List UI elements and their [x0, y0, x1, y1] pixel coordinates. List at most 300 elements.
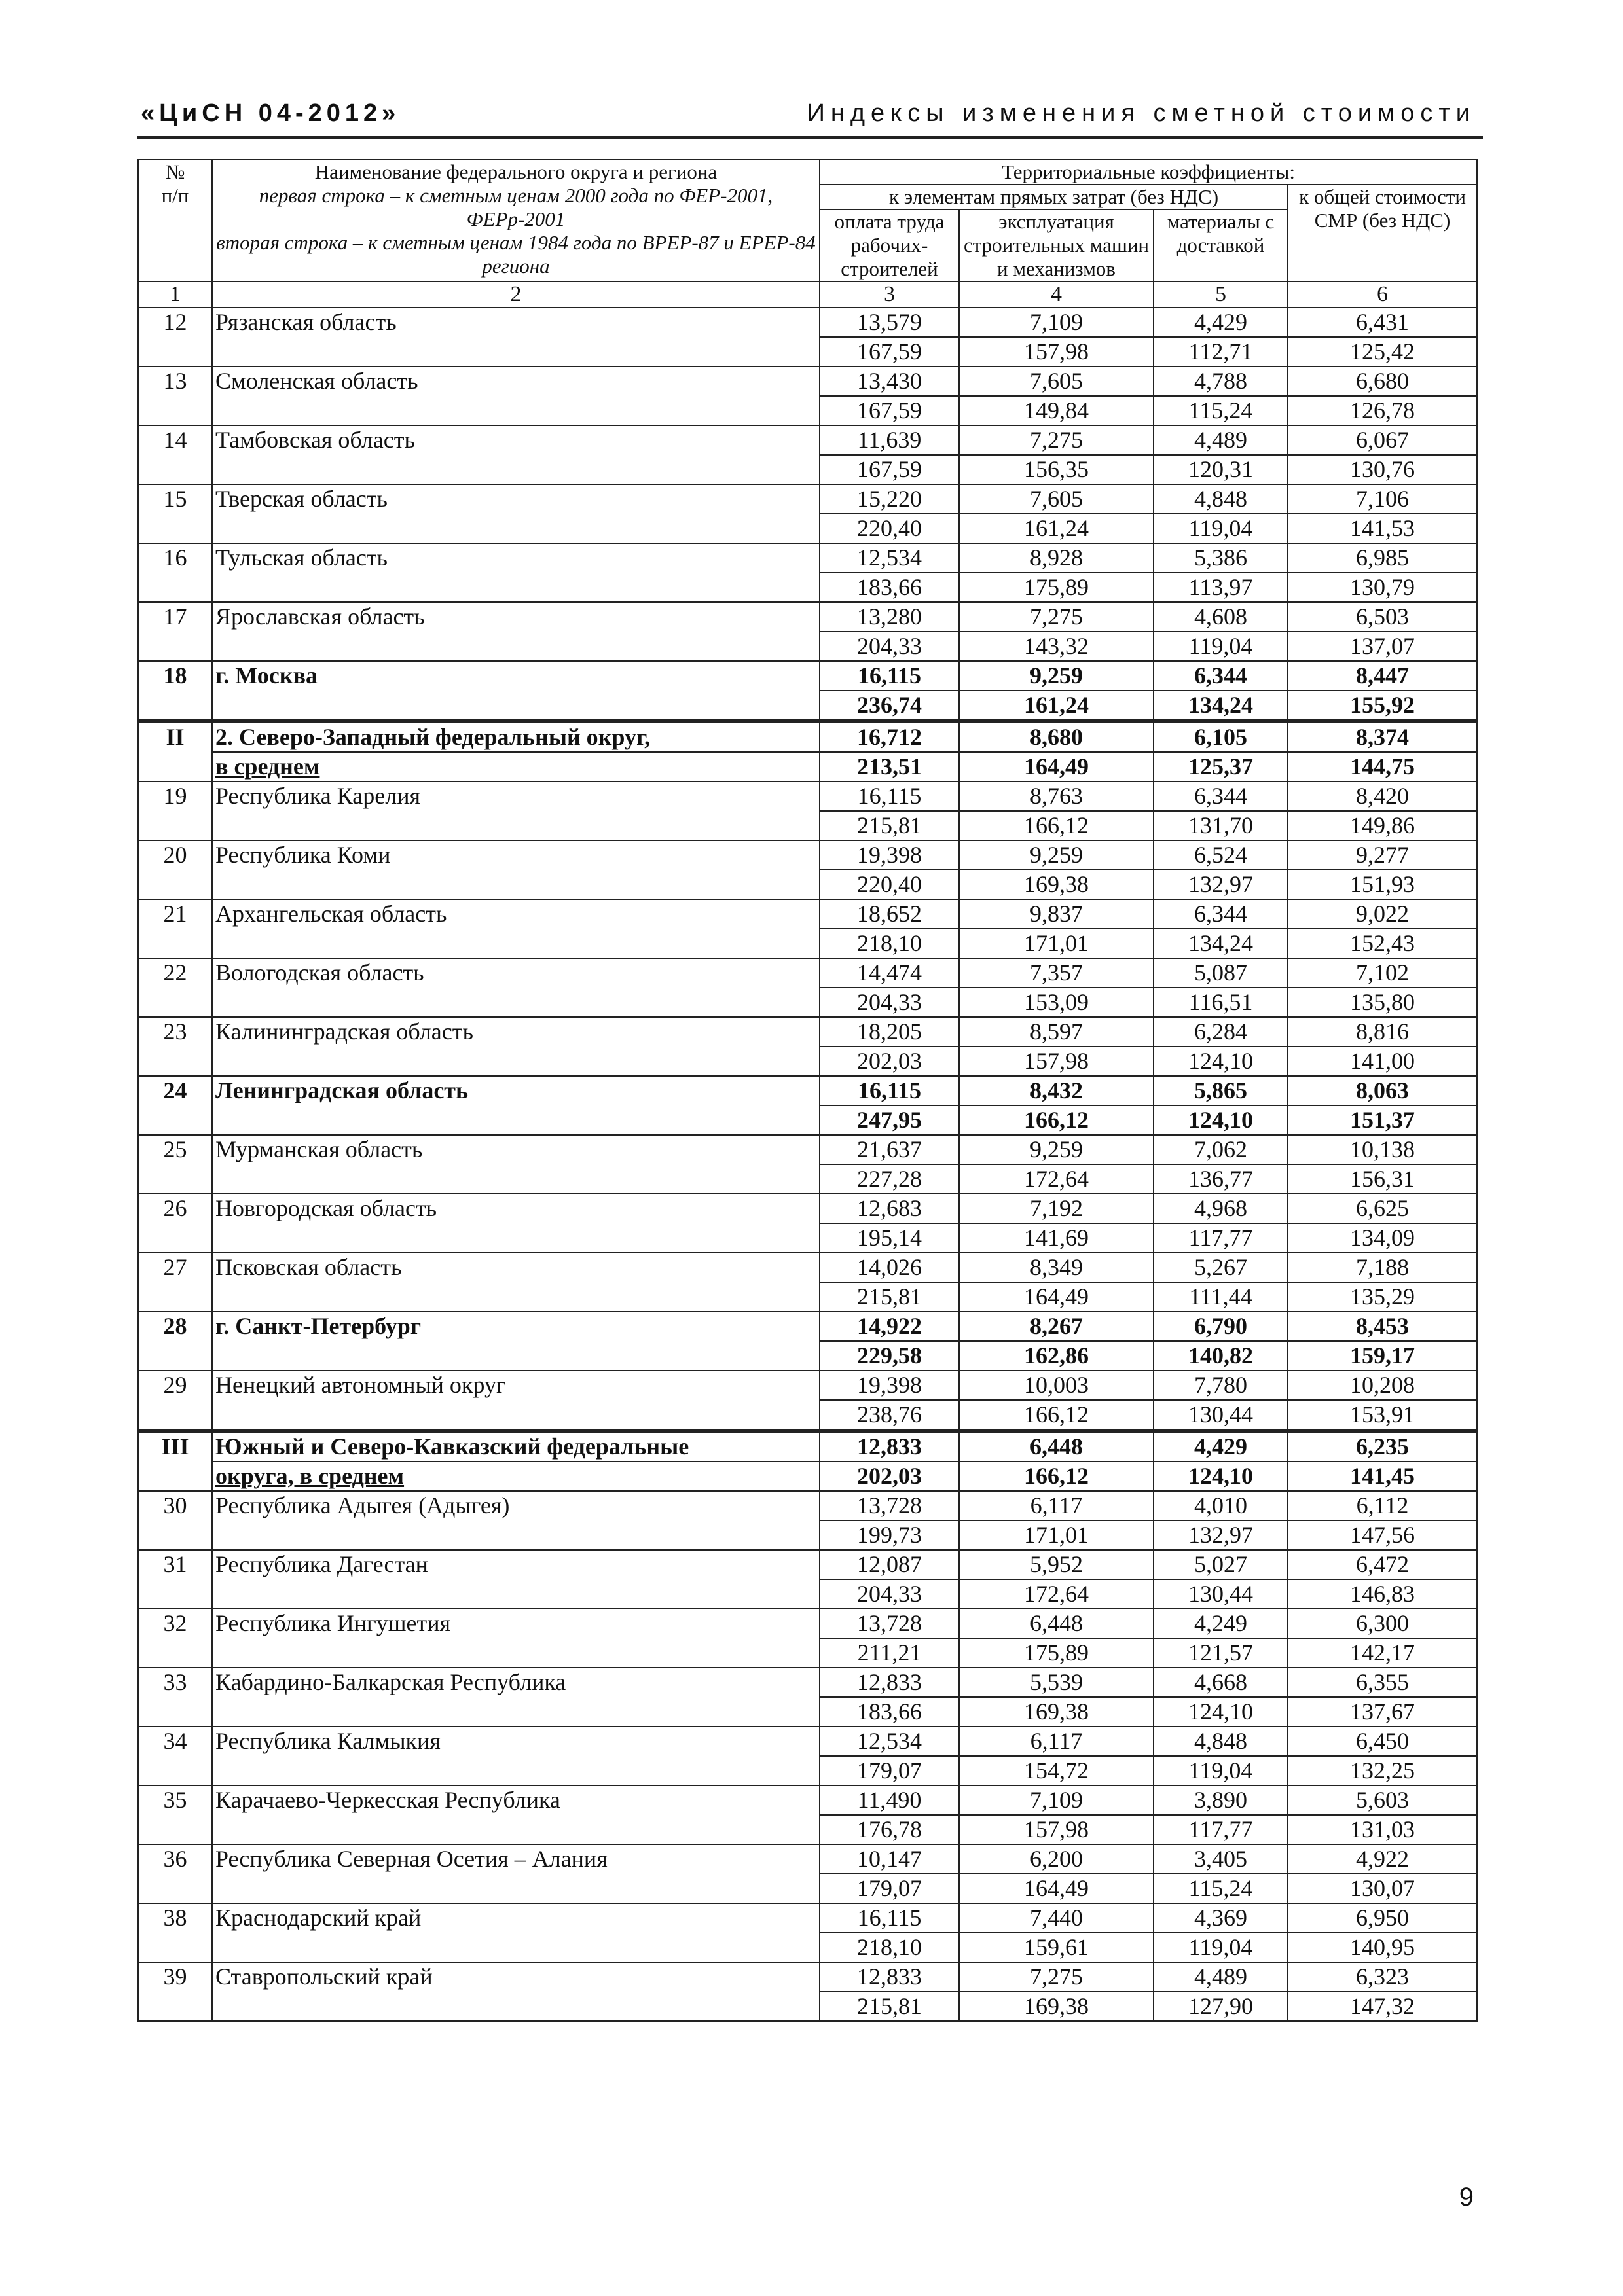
- value-1984-col3: 218,10: [820, 929, 959, 958]
- value-1984-col3: 183,66: [820, 573, 959, 602]
- value-1984-col6: 125,42: [1288, 337, 1477, 367]
- value-2000-col3: 21,637: [820, 1135, 959, 1164]
- value-2000-col3: 16,115: [820, 1903, 959, 1933]
- value-1984-col3: 215,81: [820, 1992, 959, 2021]
- value-1984-col6: 137,07: [1288, 632, 1477, 661]
- value-1984-col5: 134,24: [1154, 929, 1288, 958]
- value-1984-col4: 164,49: [959, 1282, 1154, 1312]
- value-2000-col4: 5,539: [959, 1668, 1154, 1697]
- table-row: [138, 1668, 1477, 1697]
- value-2000-col3: 14,026: [820, 1253, 959, 1282]
- value-1984-col3: 227,28: [820, 1164, 959, 1194]
- value-2000-col5: 4,608: [1154, 602, 1288, 632]
- value-2000-col4: 10,003: [959, 1371, 1154, 1400]
- value-2000-col5: 4,668: [1154, 1668, 1288, 1697]
- row-number: 20: [138, 840, 212, 899]
- value-2000-col5: 4,369: [1154, 1903, 1288, 1933]
- region-name: Республика Адыгея (Адыгея): [212, 1491, 820, 1550]
- value-1984-col6: 130,79: [1288, 573, 1477, 602]
- row-number: 34: [138, 1727, 212, 1785]
- table-row: [138, 840, 1477, 870]
- value-1984-col3: 215,81: [820, 811, 959, 840]
- value-2000-col5: 3,890: [1154, 1785, 1288, 1815]
- page-number: 9: [1459, 2183, 1474, 2212]
- header-num-line1: №: [165, 160, 185, 183]
- value-2000-col5: 5,027: [1154, 1550, 1288, 1579]
- value-2000-col3: 18,652: [820, 899, 959, 929]
- value-1984-col6: 141,00: [1288, 1047, 1477, 1076]
- region-name: Республика Коми: [212, 840, 820, 899]
- value-2000-col3: 13,579: [820, 308, 959, 337]
- value-1984-col3: 179,07: [820, 1756, 959, 1785]
- value-2000-col4: 8,680: [959, 721, 1154, 752]
- value-1984-col4: 154,72: [959, 1756, 1154, 1785]
- value-1984-col4: 175,89: [959, 1638, 1154, 1668]
- value-1984-col5: 117,77: [1154, 1223, 1288, 1253]
- region-name: Краснодарский край: [212, 1903, 820, 1962]
- value-1984-col6: 152,43: [1288, 929, 1477, 958]
- row-number: 29: [138, 1371, 212, 1431]
- value-2000-col6: 6,355: [1288, 1668, 1477, 1697]
- value-2000-col3: 13,728: [820, 1491, 959, 1520]
- value-2000-col4: 7,605: [959, 484, 1154, 514]
- header-name-second-line: вторая строка – к сметным ценам 1984 года по ВРЕР-87 и ЕРЕР-84 региона: [216, 231, 816, 278]
- value-1984-col4: 175,89: [959, 573, 1154, 602]
- header-name-cell: [212, 160, 820, 281]
- region-name: Карачаево-Черкесская Республика: [212, 1785, 820, 1844]
- value-2000-col4: 7,275: [959, 1962, 1154, 1992]
- value-1984-col3: 220,40: [820, 870, 959, 899]
- value-2000-col3: 12,833: [820, 1962, 959, 1992]
- row-number: 13: [138, 367, 212, 425]
- region-name: Тверская область: [212, 484, 820, 543]
- row-number: 38: [138, 1903, 212, 1962]
- value-2000-col5: 6,790: [1154, 1312, 1288, 1341]
- value-2000-col4: 7,605: [959, 367, 1154, 396]
- value-2000-col6: 5,603: [1288, 1785, 1477, 1815]
- value-1984-col4: 166,12: [959, 1462, 1154, 1491]
- header-col5: материалы с доставкой: [1154, 209, 1288, 281]
- region-name: Тамбовская область: [212, 425, 820, 484]
- region-name: г. Москва: [212, 661, 820, 721]
- value-1984-col3: 238,76: [820, 1400, 959, 1431]
- value-1984-col4: 172,64: [959, 1164, 1154, 1194]
- value-2000-col3: 11,639: [820, 425, 959, 455]
- value-1984-col3: 220,40: [820, 514, 959, 543]
- value-1984-col6: 159,17: [1288, 1341, 1477, 1371]
- value-2000-col4: 7,192: [959, 1194, 1154, 1223]
- value-2000-col6: 6,680: [1288, 367, 1477, 396]
- region-name: Кабардино-Балкарская Республика: [212, 1668, 820, 1727]
- table-row: [138, 1312, 1477, 1341]
- header-territorial: Территориальные коэффициенты:: [820, 160, 1477, 185]
- header-name-first-line: первая строка – к сметным ценам 2000 года по ФЕР-2001, ФЕРр-2001: [259, 184, 773, 230]
- value-1984-col3: 167,59: [820, 396, 959, 425]
- value-2000-col6: 6,450: [1288, 1727, 1477, 1756]
- region-name: 2. Северо-Западный федеральный округ,: [212, 721, 820, 752]
- value-2000-col4: 8,267: [959, 1312, 1154, 1341]
- value-2000-col6: 8,453: [1288, 1312, 1477, 1341]
- header-name-title: Наименование федерального округа и региона: [314, 160, 718, 183]
- table-row: [138, 1609, 1477, 1638]
- value-2000-col5: 6,105: [1154, 721, 1288, 752]
- value-2000-col4: 9,259: [959, 661, 1154, 691]
- value-1984-col5: 117,77: [1154, 1815, 1288, 1844]
- value-2000-col5: 4,429: [1154, 308, 1288, 337]
- region-name: Республика Карелия: [212, 781, 820, 840]
- col-index-3: 3: [820, 281, 959, 308]
- row-number: 18: [138, 661, 212, 721]
- row-number: 12: [138, 308, 212, 367]
- row-number: 17: [138, 602, 212, 661]
- value-1984-col5: 130,44: [1154, 1579, 1288, 1609]
- value-2000-col5: 6,344: [1154, 661, 1288, 691]
- value-2000-col4: 9,837: [959, 899, 1154, 929]
- value-2000-col6: 6,472: [1288, 1550, 1477, 1579]
- value-1984-col6: 141,45: [1288, 1462, 1477, 1491]
- value-1984-col6: 135,29: [1288, 1282, 1477, 1312]
- region-name-continued: в среднем: [212, 752, 820, 781]
- value-1984-col3: 167,59: [820, 337, 959, 367]
- value-1984-col6: 141,53: [1288, 514, 1477, 543]
- value-1984-col3: 199,73: [820, 1520, 959, 1550]
- value-2000-col6: 6,431: [1288, 308, 1477, 337]
- value-1984-col6: 151,93: [1288, 870, 1477, 899]
- row-number: 31: [138, 1550, 212, 1609]
- region-name: Калининградская область: [212, 1017, 820, 1076]
- region-name: Ярославская область: [212, 602, 820, 661]
- value-1984-col4: 166,12: [959, 1400, 1154, 1431]
- value-2000-col6: 7,188: [1288, 1253, 1477, 1282]
- value-1984-col6: 132,25: [1288, 1756, 1477, 1785]
- value-1984-col5: 121,57: [1154, 1638, 1288, 1668]
- header-total-cost: к общей стоимости СМР (без НДС): [1288, 185, 1477, 281]
- value-2000-col3: 10,147: [820, 1844, 959, 1874]
- value-1984-col4: 141,69: [959, 1223, 1154, 1253]
- value-2000-col3: 19,398: [820, 840, 959, 870]
- value-1984-col3: 195,14: [820, 1223, 959, 1253]
- value-1984-col4: 161,24: [959, 514, 1154, 543]
- value-2000-col3: 16,712: [820, 721, 959, 752]
- value-1984-col4: 169,38: [959, 870, 1154, 899]
- value-2000-col3: 14,474: [820, 958, 959, 988]
- value-1984-col4: 164,49: [959, 752, 1154, 781]
- table-row: [138, 1844, 1477, 1874]
- value-1984-col3: 202,03: [820, 1462, 959, 1491]
- value-2000-col6: 6,235: [1288, 1431, 1477, 1462]
- table-row: [138, 721, 1477, 752]
- value-2000-col3: 13,430: [820, 367, 959, 396]
- value-2000-col5: 4,848: [1154, 1727, 1288, 1756]
- region-name: Ненецкий автономный округ: [212, 1371, 820, 1431]
- value-1984-col4: 156,35: [959, 455, 1154, 484]
- value-2000-col6: 7,102: [1288, 958, 1477, 988]
- header-col4: эксплуатация строительных машин и механизмов: [959, 209, 1154, 281]
- value-1984-col5: 119,04: [1154, 632, 1288, 661]
- value-2000-col6: 8,447: [1288, 661, 1477, 691]
- row-number: 39: [138, 1962, 212, 2021]
- value-1984-col5: 140,82: [1154, 1341, 1288, 1371]
- region-name: Вологодская область: [212, 958, 820, 1017]
- value-2000-col6: 6,503: [1288, 602, 1477, 632]
- table-row: [138, 1903, 1477, 1933]
- value-2000-col5: 4,489: [1154, 425, 1288, 455]
- value-1984-col4: 169,38: [959, 1992, 1154, 2021]
- table-row: [138, 1491, 1477, 1520]
- value-2000-col5: 5,087: [1154, 958, 1288, 988]
- document-title: Индексы изменения сметной стоимости: [807, 99, 1476, 127]
- header-num-cell: [138, 160, 212, 281]
- value-1984-col4: 159,61: [959, 1933, 1154, 1962]
- region-name-continued: округа, в среднем: [212, 1462, 820, 1491]
- value-2000-col6: 9,277: [1288, 840, 1477, 870]
- col-index-5: 5: [1154, 281, 1288, 308]
- table-row: [138, 1727, 1477, 1756]
- value-2000-col3: 12,833: [820, 1668, 959, 1697]
- col-index-2: 2: [212, 281, 820, 308]
- row-number: 33: [138, 1668, 212, 1727]
- col-index-6: 6: [1288, 281, 1477, 308]
- value-2000-col6: 4,922: [1288, 1844, 1477, 1874]
- value-2000-col5: 6,284: [1154, 1017, 1288, 1047]
- value-2000-col4: 6,448: [959, 1609, 1154, 1638]
- region-name: Южный и Северо-Кавказский федеральные: [212, 1431, 820, 1462]
- value-2000-col4: 9,259: [959, 1135, 1154, 1164]
- value-2000-col3: 15,220: [820, 484, 959, 514]
- value-1984-col4: 171,01: [959, 929, 1154, 958]
- value-2000-col6: 8,816: [1288, 1017, 1477, 1047]
- value-2000-col5: 4,788: [1154, 367, 1288, 396]
- region-name: Архангельская область: [212, 899, 820, 958]
- value-1984-col3: 204,33: [820, 632, 959, 661]
- value-1984-col6: 155,92: [1288, 691, 1477, 721]
- value-2000-col4: 7,109: [959, 308, 1154, 337]
- value-1984-col4: 162,86: [959, 1341, 1154, 1371]
- value-1984-col6: 137,67: [1288, 1697, 1477, 1727]
- value-1984-col6: 134,09: [1288, 1223, 1477, 1253]
- value-1984-col4: 161,24: [959, 691, 1154, 721]
- value-1984-col6: 147,32: [1288, 1992, 1477, 2021]
- value-1984-col6: 130,07: [1288, 1874, 1477, 1903]
- value-1984-col5: 119,04: [1154, 514, 1288, 543]
- value-2000-col4: 7,275: [959, 602, 1154, 632]
- value-2000-col3: 12,683: [820, 1194, 959, 1223]
- value-1984-col5: 112,71: [1154, 337, 1288, 367]
- value-2000-col5: 6,524: [1154, 840, 1288, 870]
- value-2000-col5: 6,344: [1154, 781, 1288, 811]
- value-2000-col6: 6,323: [1288, 1962, 1477, 1992]
- value-2000-col3: 14,922: [820, 1312, 959, 1341]
- value-2000-col5: 5,386: [1154, 543, 1288, 573]
- value-2000-col5: 5,865: [1154, 1076, 1288, 1105]
- value-1984-col5: 124,10: [1154, 1697, 1288, 1727]
- region-name: Псковская область: [212, 1253, 820, 1312]
- value-1984-col4: 149,84: [959, 396, 1154, 425]
- value-2000-col3: 16,115: [820, 781, 959, 811]
- value-2000-col5: 4,968: [1154, 1194, 1288, 1223]
- value-2000-col3: 11,490: [820, 1785, 959, 1815]
- value-2000-col4: 8,597: [959, 1017, 1154, 1047]
- row-number: II: [138, 721, 212, 781]
- header-num-line2: п/п: [161, 184, 189, 207]
- value-2000-col3: 16,115: [820, 661, 959, 691]
- value-2000-col6: 9,022: [1288, 899, 1477, 929]
- table-row: [138, 958, 1477, 988]
- value-1984-col3: 167,59: [820, 455, 959, 484]
- value-2000-col6: 6,300: [1288, 1609, 1477, 1638]
- value-1984-col5: 124,10: [1154, 1047, 1288, 1076]
- value-2000-col3: 12,087: [820, 1550, 959, 1579]
- value-1984-col4: 157,98: [959, 337, 1154, 367]
- value-1984-col3: 183,66: [820, 1697, 959, 1727]
- table-row: [138, 1194, 1477, 1223]
- table-row: [138, 1785, 1477, 1815]
- value-1984-col6: 140,95: [1288, 1933, 1477, 1962]
- table-row: [138, 1017, 1477, 1047]
- value-1984-col5: 125,37: [1154, 752, 1288, 781]
- value-2000-col3: 18,205: [820, 1017, 959, 1047]
- region-name: Новгородская область: [212, 1194, 820, 1253]
- value-2000-col3: 13,728: [820, 1609, 959, 1638]
- value-1984-col4: 157,98: [959, 1815, 1154, 1844]
- row-number: 22: [138, 958, 212, 1017]
- value-2000-col6: 10,208: [1288, 1371, 1477, 1400]
- value-1984-col4: 143,32: [959, 632, 1154, 661]
- row-number: 28: [138, 1312, 212, 1371]
- value-1984-col5: 134,24: [1154, 691, 1288, 721]
- value-2000-col5: 6,344: [1154, 899, 1288, 929]
- value-1984-col6: 130,76: [1288, 455, 1477, 484]
- value-1984-col5: 136,77: [1154, 1164, 1288, 1194]
- row-number: 27: [138, 1253, 212, 1312]
- row-number: 25: [138, 1135, 212, 1194]
- value-1984-col5: 119,04: [1154, 1933, 1288, 1962]
- value-2000-col6: 6,985: [1288, 543, 1477, 573]
- value-1984-col6: 153,91: [1288, 1400, 1477, 1431]
- table-row: [138, 781, 1477, 811]
- value-2000-col4: 6,448: [959, 1431, 1154, 1462]
- value-1984-col5: 130,44: [1154, 1400, 1288, 1431]
- header-direct-costs: к элементам прямых затрат (без НДС): [820, 185, 1288, 209]
- value-2000-col3: 12,534: [820, 1727, 959, 1756]
- region-name: г. Санкт-Петербург: [212, 1312, 820, 1371]
- region-name: Республика Калмыкия: [212, 1727, 820, 1785]
- row-number: 36: [138, 1844, 212, 1903]
- table-row: [138, 1462, 1477, 1491]
- value-2000-col4: 8,928: [959, 543, 1154, 573]
- table-row: [138, 425, 1477, 455]
- value-2000-col4: 7,440: [959, 1903, 1154, 1933]
- value-2000-col4: 8,763: [959, 781, 1154, 811]
- value-1984-col5: 120,31: [1154, 455, 1288, 484]
- value-1984-col6: 135,80: [1288, 988, 1477, 1017]
- table-row: [138, 602, 1477, 632]
- value-1984-col3: 213,51: [820, 752, 959, 781]
- coefficients-table: [137, 159, 1478, 2022]
- value-1984-col6: 131,03: [1288, 1815, 1477, 1844]
- table-row: [138, 1135, 1477, 1164]
- value-1984-col6: 156,31: [1288, 1164, 1477, 1194]
- value-1984-col3: 202,03: [820, 1047, 959, 1076]
- value-1984-col5: 115,24: [1154, 1874, 1288, 1903]
- value-1984-col5: 132,97: [1154, 870, 1288, 899]
- value-2000-col4: 7,357: [959, 958, 1154, 988]
- value-1984-col4: 157,98: [959, 1047, 1154, 1076]
- value-1984-col5: 131,70: [1154, 811, 1288, 840]
- document-code: «ЦиСН 04-2012»: [141, 99, 401, 127]
- value-1984-col3: 211,21: [820, 1638, 959, 1668]
- row-number: 19: [138, 781, 212, 840]
- coefficients-table-wrap: [137, 159, 1476, 2022]
- row-number: 24: [138, 1076, 212, 1135]
- region-name: Республика Ингушетия: [212, 1609, 820, 1668]
- value-2000-col5: 4,848: [1154, 484, 1288, 514]
- value-2000-col5: 4,249: [1154, 1609, 1288, 1638]
- col-index-4: 4: [959, 281, 1154, 308]
- region-name: Республика Северная Осетия – Алания: [212, 1844, 820, 1903]
- table-row: [138, 1431, 1477, 1462]
- table-row: [138, 367, 1477, 396]
- value-2000-col5: 5,267: [1154, 1253, 1288, 1282]
- value-1984-col5: 113,97: [1154, 573, 1288, 602]
- table-row: [138, 661, 1477, 691]
- value-2000-col6: 6,950: [1288, 1903, 1477, 1933]
- value-1984-col4: 169,38: [959, 1697, 1154, 1727]
- value-2000-col3: 16,115: [820, 1076, 959, 1105]
- value-2000-col4: 6,117: [959, 1491, 1154, 1520]
- value-1984-col5: 111,44: [1154, 1282, 1288, 1312]
- header-rule: [137, 136, 1483, 139]
- value-1984-col5: 115,24: [1154, 396, 1288, 425]
- value-2000-col5: 4,429: [1154, 1431, 1288, 1462]
- value-2000-col4: 7,275: [959, 425, 1154, 455]
- table-row: [138, 1962, 1477, 1992]
- row-number: 30: [138, 1491, 212, 1550]
- value-1984-col3: 215,81: [820, 1282, 959, 1312]
- table-row: [138, 543, 1477, 573]
- value-2000-col6: 8,063: [1288, 1076, 1477, 1105]
- table-body: [138, 308, 1477, 2021]
- row-number: 14: [138, 425, 212, 484]
- value-1984-col3: 236,74: [820, 691, 959, 721]
- row-number: 21: [138, 899, 212, 958]
- value-1984-col3: 176,78: [820, 1815, 959, 1844]
- value-1984-col5: 132,97: [1154, 1520, 1288, 1550]
- row-number: 32: [138, 1609, 212, 1668]
- value-2000-col3: 12,534: [820, 543, 959, 573]
- value-1984-col4: 172,64: [959, 1579, 1154, 1609]
- value-1984-col6: 144,75: [1288, 752, 1477, 781]
- value-1984-col4: 153,09: [959, 988, 1154, 1017]
- value-1984-col5: 124,10: [1154, 1105, 1288, 1135]
- value-2000-col4: 8,349: [959, 1253, 1154, 1282]
- value-1984-col5: 124,10: [1154, 1462, 1288, 1491]
- region-name: Республика Дагестан: [212, 1550, 820, 1609]
- value-2000-col4: 5,952: [959, 1550, 1154, 1579]
- value-2000-col4: 7,109: [959, 1785, 1154, 1815]
- value-1984-col3: 229,58: [820, 1341, 959, 1371]
- table-row: [138, 1550, 1477, 1579]
- region-name: Мурманская область: [212, 1135, 820, 1194]
- row-number: 26: [138, 1194, 212, 1253]
- value-2000-col5: 7,062: [1154, 1135, 1288, 1164]
- table-row: [138, 752, 1477, 781]
- value-1984-col3: 247,95: [820, 1105, 959, 1135]
- value-1984-col4: 171,01: [959, 1520, 1154, 1550]
- header-col3: оплата труда рабочих-строителей: [820, 209, 959, 281]
- value-1984-col3: 218,10: [820, 1933, 959, 1962]
- value-2000-col4: 8,432: [959, 1076, 1154, 1105]
